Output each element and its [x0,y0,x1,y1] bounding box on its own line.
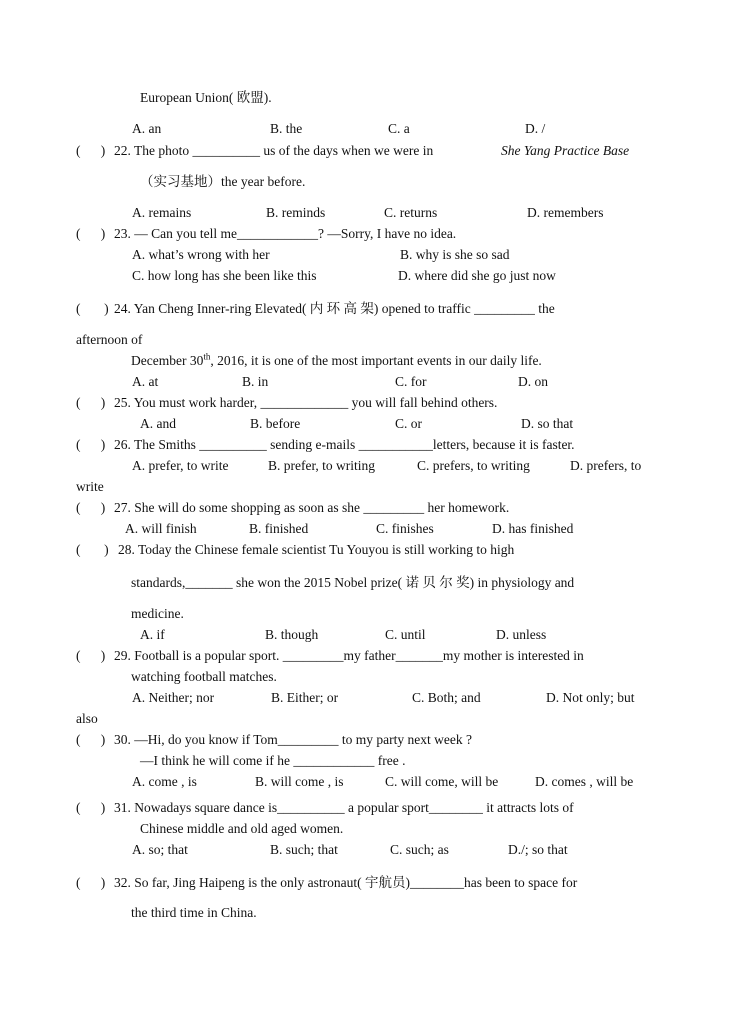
q29-answer-blank: ( ) [76,648,106,663]
q31-option-c: C. such; as [390,842,449,857]
q29-option-d-cont: also [76,711,98,726]
q28-option-b: B. though [265,627,319,642]
q25-option-d: D. so that [521,416,574,431]
q25-answer-blank: ( ) [76,395,106,410]
q26-stem-line: 26. The Smiths __________ sending e-mails ___________letters, because it is faster. [114,437,575,452]
q22-option-c: C. returns [384,205,438,220]
q30-stem-line-2: —I think he will come if he ____________ free . [140,753,406,768]
q23-option-a: A. what’s wrong with her [132,247,270,262]
q24-date-superscript: th [203,351,211,362]
q28-option-c: C. until [385,627,426,642]
q29-option-d: D. Not only; but [546,690,635,705]
q29-option-b: B. Either; or [271,690,339,705]
q25-option-a: A. and [140,416,176,431]
q30-option-c: C. will come, will be [385,774,499,789]
q21-option-b: B. the [270,121,303,136]
q23-option-b: B. why is she so sad [400,247,510,262]
q28-stem-line: 28. Today the Chinese female scientist Tu Youyou is still working to high [118,542,515,557]
q24-option-c: C. for [395,374,427,389]
q32-answer-blank: ( ) [76,875,106,890]
q26-answer-blank: ( ) [76,437,106,452]
q26-option-a: A. prefer, to write [132,458,229,473]
q22-stem-italic: She Yang Practice Base [501,143,630,158]
q26-option-d-cont: write [76,479,104,494]
q30-stem-line: 30. —Hi, do you know if Tom_________ to my party next week ? [114,732,473,747]
q23-option-c: C. how long has she been like this [132,268,317,283]
q22-answer-blank: ( ) [76,143,106,158]
q26-option-b: B. prefer, to writing [268,458,376,473]
q22-option-d: D. remembers [527,205,604,220]
q22-stem-line-2: （实习基地）the year before. [140,174,306,189]
q30-answer-blank: ( ) [76,732,106,747]
q30-option-b: B. will come , is [255,774,344,789]
q28-answer-blank: ( ) [76,542,109,557]
q24-date-text: December 30 [131,353,204,368]
q30-option-a: A. come , is [132,774,197,789]
q27-option-a: A. will finish [125,521,197,536]
q26-option-d: D. prefers, to [570,458,642,473]
q22-option-a: A. remains [132,205,192,220]
q25-option-c: C. or [395,416,422,431]
q21-option-c: C. a [388,121,410,136]
q24-stem-line: 24. Yan Cheng Inner-ring Elevated( 内 环 高 架) opened to traffic _________ the [114,301,555,316]
q24-option-d: D. on [518,374,548,389]
q27-option-b: B. finished [249,521,309,536]
q31-answer-blank: ( ) [76,800,106,815]
q24-stem-line-2: afternoon of [76,332,143,347]
q29-stem-line: 29. Football is a popular sport. _________my father_______my mother is interested in [114,648,584,663]
q22-stem-line: 22. The photo __________ us of the days when we were in [114,143,434,158]
q21-stem-line: European Union( 欧盟). [140,90,272,105]
q28-option-d: D. unless [496,627,547,642]
q21-option-d: D. / [525,121,546,136]
q24-answer-blank: ( ) [76,301,109,316]
q26-option-c: C. prefers, to writing [417,458,530,473]
q31-option-d: D./; so that [508,842,568,857]
q27-option-c: C. finishes [376,521,434,536]
q30-option-d: D. comes , will be [535,774,634,789]
q24-option-a: A. at [132,374,159,389]
q21-option-a: A. an [132,121,162,136]
q25-option-b: B. before [250,416,301,431]
q29-option-a: A. Neither; nor [132,690,215,705]
q31-option-b: B. such; that [270,842,338,857]
q32-stem-line: 32. So far, Jing Haipeng is the only astronaut( 宇航员)________has been to space for [114,875,578,890]
q28-option-a: A. if [140,627,165,642]
q24-stem-line-3 [131,353,542,369]
q28-stem-line-3: medicine. [131,606,184,621]
q23-answer-blank: ( ) [76,226,106,241]
q28-stem-line-2: standards,_______ she won the 2015 Nobel prize( 诺 贝 尔 奖) in physiology and [131,575,575,590]
q23-option-d: D. where did she go just now [398,268,556,283]
q23-stem-line: 23. — Can you tell me____________? —Sorry, I have no idea. [114,226,457,241]
q22-option-b: B. reminds [266,205,326,220]
q25-stem-line: 25. You must work harder, _____________ you will fall behind others. [114,395,498,410]
q31-stem-line: 31. Nowadays square dance is__________ a popular sport________ it attracts lots of [114,800,574,815]
q27-stem-line: 27. She will do some shopping as soon as she _________ her homework. [114,500,510,515]
q29-option-c: C. Both; and [412,690,481,705]
q27-answer-blank: ( ) [76,500,106,515]
q27-option-d: D. has finished [492,521,574,536]
q24-stem-rest: , 2016, it is one of the most important events in our daily life. [210,353,542,368]
q31-option-a: A. so; that [132,842,188,857]
q31-stem-line-2: Chinese middle and old aged women. [140,821,344,836]
q32-stem-line-2: the third time in China. [131,905,257,920]
q29-stem-line-2: watching football matches. [131,669,277,684]
q24-option-b: B. in [242,374,269,389]
